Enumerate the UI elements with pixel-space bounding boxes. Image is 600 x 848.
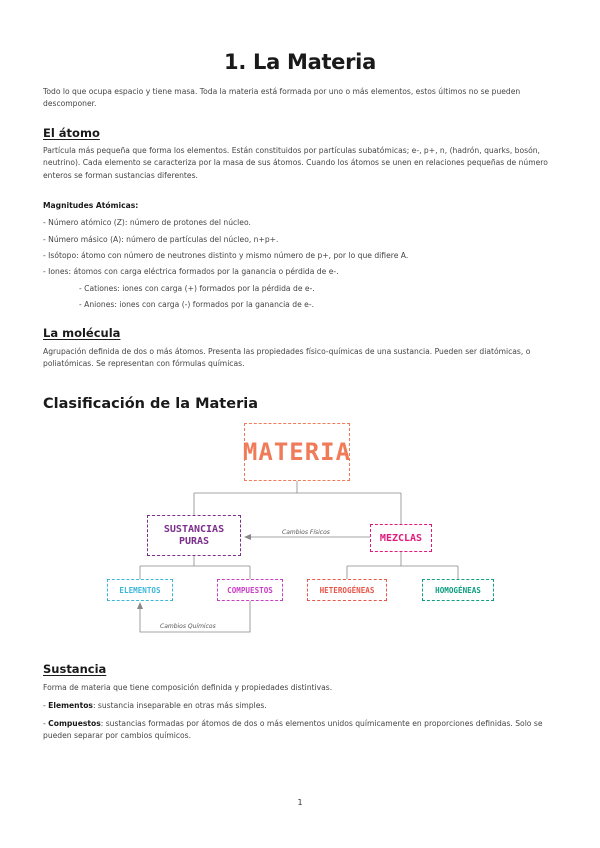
- page-title: 1. La Materia: [224, 50, 376, 74]
- sustancia-elementos-line: - Elementos: sustancia inseparable en otras más simples.: [43, 701, 267, 710]
- materia-box: MATERIA: [244, 423, 350, 481]
- magnitudes-subitem: - Aniones: iones con carga (-) formados por la ganancia de e-.: [79, 300, 314, 309]
- arrow-head: [137, 602, 143, 609]
- atomo-heading: El átomo: [43, 126, 100, 140]
- sustancias-puras-box: SUSTANCIAS PURAS: [147, 515, 241, 556]
- page-number: 1: [297, 798, 303, 807]
- elementos-box: ELEMENTOS: [107, 579, 173, 601]
- arrow-head: [244, 534, 251, 540]
- atomo-paragraph: Partícula más pequeña que forma los elementos. Están constituidos por partículas subatómicas; e-, p+, n, (hadrón, quarks, bosón, neutrino). Cada elemento se caracteriza por la masa de sus átomos. Cuando los átomos se unen en relaciones pequeñas de número enteros se forman sustancias diferentes.: [43, 146, 548, 180]
- clasificacion-heading: Clasificación de la Materia: [43, 396, 258, 412]
- molecula-heading: La molécula: [43, 326, 121, 340]
- compuestos-definition: : sustancias formadas por átomos de dos o más elementos unidos químicamente en proporciones definidas. Solo se pueden separar por cambios químicos.: [43, 719, 543, 741]
- magnitudes-item: - Número másico (A): número de partículas del núcleo, n+p+.: [43, 235, 279, 244]
- compuestos-box: COMPUESTOS: [217, 579, 283, 601]
- sustancia-heading: Sustancia: [43, 662, 107, 676]
- magnitudes-item: - Isótopo: átomo con número de neutrones distinto y mismo número de p+, por lo que difiere A.: [43, 251, 409, 260]
- compuestos-term: Compuestos: [48, 719, 101, 728]
- elementos-definition: : sustancia inseparable en otras más simples.: [92, 701, 267, 710]
- magnitudes-item: - Número atómico (Z): número de protones del núcleo.: [43, 218, 251, 227]
- sustancia-compuestos-line: - Compuestos: sustancias formadas por átomos de dos o más elementos unidos químicamente en proporciones definidas. Solo se pueden separar por cambios químicos.: [43, 719, 543, 741]
- intro-paragraph: Todo lo que ocupa espacio y tiene masa. Toda la materia está formada por uno o más elementos, estos últimos no se pueden descomponer.: [43, 87, 521, 109]
- cambios-quimicos-label: Cambios Químicos: [160, 623, 216, 630]
- homogeneas-box: HOMOGÉNEAS: [422, 579, 494, 601]
- heterogeneas-box: HETEROGÉNEAS: [307, 579, 387, 601]
- elementos-term: Elementos: [48, 701, 93, 710]
- magnitudes-item: - Iones: átomos con carga eléctrica formados por la ganancia o pérdida de e-.: [43, 267, 339, 276]
- magnitudes-subitem: - Cationes: iones con carga (+) formados por la pérdida de e-.: [79, 284, 315, 293]
- mezclas-box: MEZCLAS: [370, 524, 432, 552]
- magnitudes-heading: Magnitudes Atómicas:: [43, 201, 139, 210]
- cambios-fisicos-label: Cambios Físicos: [282, 529, 330, 536]
- sustancia-paragraph: Forma de materia que tiene composición definida y propiedades distintivas.: [43, 683, 333, 692]
- molecula-paragraph: Agrupación definida de dos o más átomos. Presenta las propiedades físico-químicas de una sustancia. Pueden ser diatómicas, o poliatómicas. Se representan con fórmulas químicas.: [43, 347, 531, 369]
